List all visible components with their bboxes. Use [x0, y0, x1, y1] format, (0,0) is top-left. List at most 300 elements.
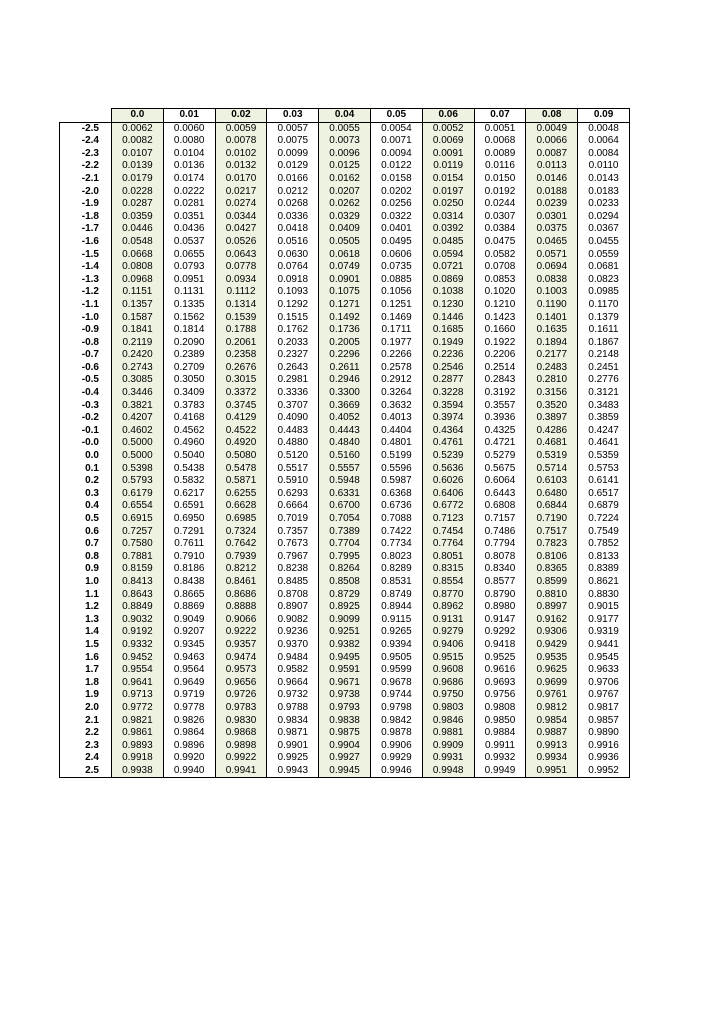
- table-cell: 0.2061: [215, 337, 267, 350]
- table-cell: 0.0708: [474, 261, 526, 274]
- table-cell: 0.9115: [370, 614, 422, 627]
- table-cell: 0.9678: [370, 677, 422, 690]
- table-cell: 0.2483: [526, 362, 578, 375]
- table-cell: 0.3936: [474, 412, 526, 425]
- header-corner: [60, 109, 112, 123]
- row-z-label: 0.3: [60, 488, 112, 501]
- table-cell: 0.0099: [267, 148, 319, 161]
- table-cell: 0.9938: [112, 765, 164, 778]
- table-cell: 0.8438: [163, 576, 215, 589]
- row-z-label: -2.0: [60, 186, 112, 199]
- table-cell: 0.9887: [526, 727, 578, 740]
- table-cell: 0.0125: [319, 160, 371, 173]
- table-cell: 0.5557: [319, 463, 371, 476]
- table-cell: 0.1660: [474, 324, 526, 337]
- table-cell: 0.2296: [319, 349, 371, 362]
- table-cell: 0.1075: [319, 286, 371, 299]
- table-row: [60, 727, 630, 740]
- table-cell: 0.0823: [578, 274, 630, 287]
- row-z-label: -1.1: [60, 299, 112, 312]
- table-cell: 0.0073: [319, 135, 371, 148]
- table-cell: 0.2451: [578, 362, 630, 375]
- table-cell: 0.8729: [319, 589, 371, 602]
- table-cell: 0.0052: [422, 122, 474, 135]
- table-cell: 0.9857: [578, 715, 630, 728]
- table-cell: 0.1587: [112, 312, 164, 325]
- column-header: 0.06: [422, 109, 474, 123]
- table-cell: 0.8708: [267, 589, 319, 602]
- table-cell: 0.8531: [370, 576, 422, 589]
- table-cell: 0.0526: [215, 236, 267, 249]
- row-z-label: 0.5: [60, 513, 112, 526]
- table-cell: 0.2981: [267, 374, 319, 387]
- table-row: [60, 689, 630, 702]
- table-cell: 0.5120: [267, 450, 319, 463]
- table-cell: 0.0170: [215, 173, 267, 186]
- table-cell: 0.2389: [163, 349, 215, 362]
- table-cell: 0.6772: [422, 500, 474, 513]
- row-z-label: -1.8: [60, 211, 112, 224]
- table-cell: 0.0071: [370, 135, 422, 148]
- row-z-label: 1.3: [60, 614, 112, 627]
- row-z-label: -0.0: [60, 437, 112, 450]
- table-cell: 0.0174: [163, 173, 215, 186]
- table-row: [60, 349, 630, 362]
- table-row: [60, 274, 630, 287]
- row-z-label: 0.4: [60, 500, 112, 513]
- table-cell: 0.6736: [370, 500, 422, 513]
- table-cell: 0.9484: [267, 652, 319, 665]
- table-cell: 0.0107: [112, 148, 164, 161]
- row-z-label: -1.6: [60, 236, 112, 249]
- table-cell: 0.1635: [526, 324, 578, 337]
- table-cell: 0.0262: [319, 198, 371, 211]
- table-cell: 0.9913: [526, 740, 578, 753]
- table-cell: 0.4840: [319, 437, 371, 450]
- table-cell: 0.5160: [319, 450, 371, 463]
- table-cell: 0.0793: [163, 261, 215, 274]
- table-cell: 0.8078: [474, 551, 526, 564]
- table-cell: 0.0294: [578, 211, 630, 224]
- table-cell: 0.0207: [319, 186, 371, 199]
- table-cell: 0.1230: [422, 299, 474, 312]
- table-cell: 0.1423: [474, 312, 526, 325]
- table-cell: 0.5636: [422, 463, 474, 476]
- table-cell: 0.0062: [112, 122, 164, 135]
- table-cell: 0.0048: [578, 122, 630, 135]
- table-cell: 0.0096: [319, 148, 371, 161]
- table-cell: 0.9898: [215, 740, 267, 753]
- table-cell: 0.0901: [319, 274, 371, 287]
- table-cell: 0.0951: [163, 274, 215, 287]
- table-cell: 0.0475: [474, 236, 526, 249]
- table-cell: 0.0146: [526, 173, 578, 186]
- table-cell: 0.9222: [215, 626, 267, 639]
- table-cell: 0.5000: [112, 437, 164, 450]
- table-cell: 0.1038: [422, 286, 474, 299]
- table-cell: 0.1949: [422, 337, 474, 350]
- column-header: 0.05: [370, 109, 422, 123]
- table-cell: 0.9441: [578, 639, 630, 652]
- table-cell: 0.1151: [112, 286, 164, 299]
- table-cell: 0.0158: [370, 173, 422, 186]
- table-cell: 0.2420: [112, 349, 164, 362]
- table-row: [60, 425, 630, 438]
- column-header: 0.09: [578, 109, 630, 123]
- table-cell: 0.8315: [422, 563, 474, 576]
- table-cell: 0.7389: [319, 526, 371, 539]
- table-cell: 0.8238: [267, 563, 319, 576]
- table-cell: 0.5040: [163, 450, 215, 463]
- table-cell: 0.0485: [422, 236, 474, 249]
- table-cell: 0.5478: [215, 463, 267, 476]
- table-cell: 0.3264: [370, 387, 422, 400]
- table-row: [60, 677, 630, 690]
- row-z-label: 0.0: [60, 450, 112, 463]
- table-cell: 0.9778: [163, 702, 215, 715]
- table-cell: 0.3557: [474, 400, 526, 413]
- table-cell: 0.8051: [422, 551, 474, 564]
- table-cell: 0.3707: [267, 400, 319, 413]
- row-z-label: 1.9: [60, 689, 112, 702]
- row-z-label: -0.5: [60, 374, 112, 387]
- table-cell: 0.0548: [112, 236, 164, 249]
- table-cell: 0.6700: [319, 500, 371, 513]
- table-cell: 0.9463: [163, 652, 215, 665]
- table-cell: 0.5438: [163, 463, 215, 476]
- table-cell: 0.9495: [319, 652, 371, 665]
- table-cell: 0.3300: [319, 387, 371, 400]
- table-cell: 0.9871: [267, 727, 319, 740]
- table-cell: 0.9946: [370, 765, 422, 778]
- table-cell: 0.0078: [215, 135, 267, 148]
- table-cell: 0.9793: [319, 702, 371, 715]
- table-cell: 0.2643: [267, 362, 319, 375]
- row-z-label: 2.1: [60, 715, 112, 728]
- table-row: [60, 387, 630, 400]
- row-z-label: -2.3: [60, 148, 112, 161]
- table-cell: 0.8621: [578, 576, 630, 589]
- table-cell: 0.3594: [422, 400, 474, 413]
- table-cell: 0.9345: [163, 639, 215, 652]
- table-cell: 0.8810: [526, 589, 578, 602]
- table-cell: 0.4286: [526, 425, 578, 438]
- table-cell: 0.3085: [112, 374, 164, 387]
- table-cell: 0.3121: [578, 387, 630, 400]
- row-z-label: -1.0: [60, 312, 112, 325]
- table-cell: 0.1562: [163, 312, 215, 325]
- table-row: [60, 412, 630, 425]
- table-cell: 0.0150: [474, 173, 526, 186]
- table-cell: 0.6950: [163, 513, 215, 526]
- table-cell: 0.9535: [526, 652, 578, 665]
- table-cell: 0.7054: [319, 513, 371, 526]
- table-cell: 0.9525: [474, 652, 526, 665]
- table-row: [60, 475, 630, 488]
- table-cell: 0.0401: [370, 223, 422, 236]
- table-cell: 0.1335: [163, 299, 215, 312]
- table-cell: 0.7123: [422, 513, 474, 526]
- table-cell: 0.3745: [215, 400, 267, 413]
- table-cell: 0.9788: [267, 702, 319, 715]
- table-cell: 0.0217: [215, 186, 267, 199]
- table-cell: 0.0307: [474, 211, 526, 224]
- table-row: [60, 551, 630, 564]
- table-cell: 0.9279: [422, 626, 474, 639]
- table-cell: 0.6368: [370, 488, 422, 501]
- table-row: [60, 337, 630, 350]
- table-cell: 0.9850: [474, 715, 526, 728]
- table-cell: 0.9808: [474, 702, 526, 715]
- table-cell: 0.7088: [370, 513, 422, 526]
- table-cell: 0.7454: [422, 526, 474, 539]
- table-row: [60, 122, 630, 135]
- table-cell: 0.8980: [474, 601, 526, 614]
- table-cell: 0.9925: [267, 752, 319, 765]
- table-cell: 0.5871: [215, 475, 267, 488]
- table-cell: 0.0089: [474, 148, 526, 161]
- table-row: [60, 173, 630, 186]
- table-cell: 0.0968: [112, 274, 164, 287]
- table-cell: 0.2358: [215, 349, 267, 362]
- table-cell: 0.3632: [370, 400, 422, 413]
- table-cell: 0.1515: [267, 312, 319, 325]
- table-row: [60, 740, 630, 753]
- table-cell: 0.2177: [526, 349, 578, 362]
- table-cell: 0.7704: [319, 538, 371, 551]
- table-cell: 0.0183: [578, 186, 630, 199]
- table-row: [60, 715, 630, 728]
- table-cell: 0.6331: [319, 488, 371, 501]
- table-cell: 0.9772: [112, 702, 164, 715]
- table-cell: 0.9066: [215, 614, 267, 627]
- table-row: [60, 186, 630, 199]
- table-cell: 0.4052: [319, 412, 371, 425]
- table-cell: 0.0055: [319, 122, 371, 135]
- table-cell: 0.3974: [422, 412, 474, 425]
- table-cell: 0.0064: [578, 135, 630, 148]
- table-cell: 0.1539: [215, 312, 267, 325]
- table-cell: 0.7995: [319, 551, 371, 564]
- table-cell: 0.0060: [163, 122, 215, 135]
- table-cell: 0.1736: [319, 324, 371, 337]
- table-cell: 0.4207: [112, 412, 164, 425]
- table-cell: 0.2148: [578, 349, 630, 362]
- table-cell: 0.9713: [112, 689, 164, 702]
- table-cell: 0.9292: [474, 626, 526, 639]
- table-cell: 0.9890: [578, 727, 630, 740]
- table-cell: 0.0606: [370, 249, 422, 262]
- table-cell: 0.2327: [267, 349, 319, 362]
- table-cell: 0.7611: [163, 538, 215, 551]
- table-cell: 0.3372: [215, 387, 267, 400]
- table-cell: 0.0054: [370, 122, 422, 135]
- table-cell: 0.0075: [267, 135, 319, 148]
- table-row: [60, 463, 630, 476]
- table-cell: 0.1867: [578, 337, 630, 350]
- table-row: [60, 626, 630, 639]
- table-cell: 0.4404: [370, 425, 422, 438]
- table-cell: 0.0122: [370, 160, 422, 173]
- table-cell: 0.2514: [474, 362, 526, 375]
- table-cell: 0.0778: [215, 261, 267, 274]
- table-cell: 0.8665: [163, 589, 215, 602]
- table-cell: 0.1056: [370, 286, 422, 299]
- table-cell: 0.0057: [267, 122, 319, 135]
- table-cell: 0.0655: [163, 249, 215, 262]
- table-row: [60, 249, 630, 262]
- table-cell: 0.0537: [163, 236, 215, 249]
- column-header: 0.03: [267, 109, 319, 123]
- table-cell: 0.9429: [526, 639, 578, 652]
- table-cell: 0.0212: [267, 186, 319, 199]
- table-cell: 0.0643: [215, 249, 267, 262]
- table-cell: 0.4247: [578, 425, 630, 438]
- table-cell: 0.9564: [163, 664, 215, 677]
- table-cell: 0.1210: [474, 299, 526, 312]
- table-cell: 0.0465: [526, 236, 578, 249]
- table-cell: 0.9738: [319, 689, 371, 702]
- table-cell: 0.9474: [215, 652, 267, 665]
- table-cell: 0.7190: [526, 513, 578, 526]
- table-row: [60, 513, 630, 526]
- table-cell: 0.4168: [163, 412, 215, 425]
- column-header: 0.02: [215, 109, 267, 123]
- table-cell: 0.9941: [215, 765, 267, 778]
- table-cell: 0.0314: [422, 211, 474, 224]
- table-cell: 0.9750: [422, 689, 474, 702]
- table-cell: 0.9641: [112, 677, 164, 690]
- table-row: [60, 639, 630, 652]
- table-cell: 0.0066: [526, 135, 578, 148]
- table-cell: 0.8365: [526, 563, 578, 576]
- table-cell: 0.6026: [422, 475, 474, 488]
- table-cell: 0.0228: [112, 186, 164, 199]
- table-cell: 0.0049: [526, 122, 578, 135]
- table-cell: 0.9861: [112, 727, 164, 740]
- table-cell: 0.2033: [267, 337, 319, 350]
- table-cell: 0.9671: [319, 677, 371, 690]
- table-cell: 0.0059: [215, 122, 267, 135]
- table-cell: 0.0436: [163, 223, 215, 236]
- table-cell: 0.9936: [578, 752, 630, 765]
- table-cell: 0.9554: [112, 664, 164, 677]
- table-cell: 0.9452: [112, 652, 164, 665]
- table-cell: 0.0179: [112, 173, 164, 186]
- row-z-label: -0.7: [60, 349, 112, 362]
- table-row: [60, 576, 630, 589]
- table-cell: 0.9732: [267, 689, 319, 702]
- column-header: 0.0: [112, 109, 164, 123]
- table-cell: 0.9207: [163, 626, 215, 639]
- table-cell: 0.1251: [370, 299, 422, 312]
- row-z-label: 2.3: [60, 740, 112, 753]
- table-cell: 0.1469: [370, 312, 422, 325]
- table-cell: 0.5080: [215, 450, 267, 463]
- table-row: [60, 702, 630, 715]
- table-row: [60, 400, 630, 413]
- table-cell: 0.9767: [578, 689, 630, 702]
- table-cell: 0.7642: [215, 538, 267, 551]
- table-cell: 0.3897: [526, 412, 578, 425]
- table-cell: 0.0051: [474, 122, 526, 135]
- table-cell: 0.6141: [578, 475, 630, 488]
- table-cell: 0.9545: [578, 652, 630, 665]
- table-cell: 0.0749: [319, 261, 371, 274]
- table-cell: 0.4090: [267, 412, 319, 425]
- table-row: [60, 148, 630, 161]
- table-cell: 0.6064: [474, 475, 526, 488]
- table-cell: 0.9834: [267, 715, 319, 728]
- table-cell: 0.8264: [319, 563, 371, 576]
- table-cell: 0.0934: [215, 274, 267, 287]
- table-cell: 0.5948: [319, 475, 371, 488]
- table-cell: 0.8849: [112, 601, 164, 614]
- table-cell: 0.0885: [370, 274, 422, 287]
- table-cell: 0.9505: [370, 652, 422, 665]
- table-cell: 0.4562: [163, 425, 215, 438]
- row-z-label: -1.7: [60, 223, 112, 236]
- row-z-label: -1.4: [60, 261, 112, 274]
- table-cell: 0.2743: [112, 362, 164, 375]
- table-cell: 0.4641: [578, 437, 630, 450]
- table-cell: 0.1170: [578, 299, 630, 312]
- table-cell: 0.0322: [370, 211, 422, 224]
- table-cell: 0.6985: [215, 513, 267, 526]
- table-cell: 0.0571: [526, 249, 578, 262]
- table-cell: 0.8869: [163, 601, 215, 614]
- row-z-label: -0.9: [60, 324, 112, 337]
- table-cell: 0.1685: [422, 324, 474, 337]
- table-cell: 0.9099: [319, 614, 371, 627]
- table-cell: 0.9842: [370, 715, 422, 728]
- table-cell: 0.8340: [474, 563, 526, 576]
- table-cell: 0.5199: [370, 450, 422, 463]
- table-cell: 0.0985: [578, 286, 630, 299]
- table-cell: 0.1379: [578, 312, 630, 325]
- table-cell: 0.9911: [474, 740, 526, 753]
- table-row: [60, 198, 630, 211]
- table-cell: 0.9756: [474, 689, 526, 702]
- table-cell: 0.2206: [474, 349, 526, 362]
- table-cell: 0.7967: [267, 551, 319, 564]
- table-cell: 0.0244: [474, 198, 526, 211]
- table-cell: 0.5239: [422, 450, 474, 463]
- table-cell: 0.0256: [370, 198, 422, 211]
- table-cell: 0.5517: [267, 463, 319, 476]
- table-cell: 0.7852: [578, 538, 630, 551]
- table-cell: 0.7257: [112, 526, 164, 539]
- table-cell: 0.0104: [163, 148, 215, 161]
- table-cell: 0.9838: [319, 715, 371, 728]
- table-row: [60, 614, 630, 627]
- table-cell: 0.9916: [578, 740, 630, 753]
- table-cell: 0.9896: [163, 740, 215, 753]
- table-cell: 0.9515: [422, 652, 474, 665]
- table-cell: 0.1093: [267, 286, 319, 299]
- table-cell: 0.8289: [370, 563, 422, 576]
- table-cell: 0.0721: [422, 261, 474, 274]
- table-cell: 0.0129: [267, 160, 319, 173]
- table-cell: 0.9382: [319, 639, 371, 652]
- table-cell: 0.6554: [112, 500, 164, 513]
- row-z-label: -0.8: [60, 337, 112, 350]
- table-cell: 0.8159: [112, 563, 164, 576]
- table-cell: 0.9868: [215, 727, 267, 740]
- table-cell: 0.0082: [112, 135, 164, 148]
- z-table: [59, 108, 630, 778]
- table-row: [60, 563, 630, 576]
